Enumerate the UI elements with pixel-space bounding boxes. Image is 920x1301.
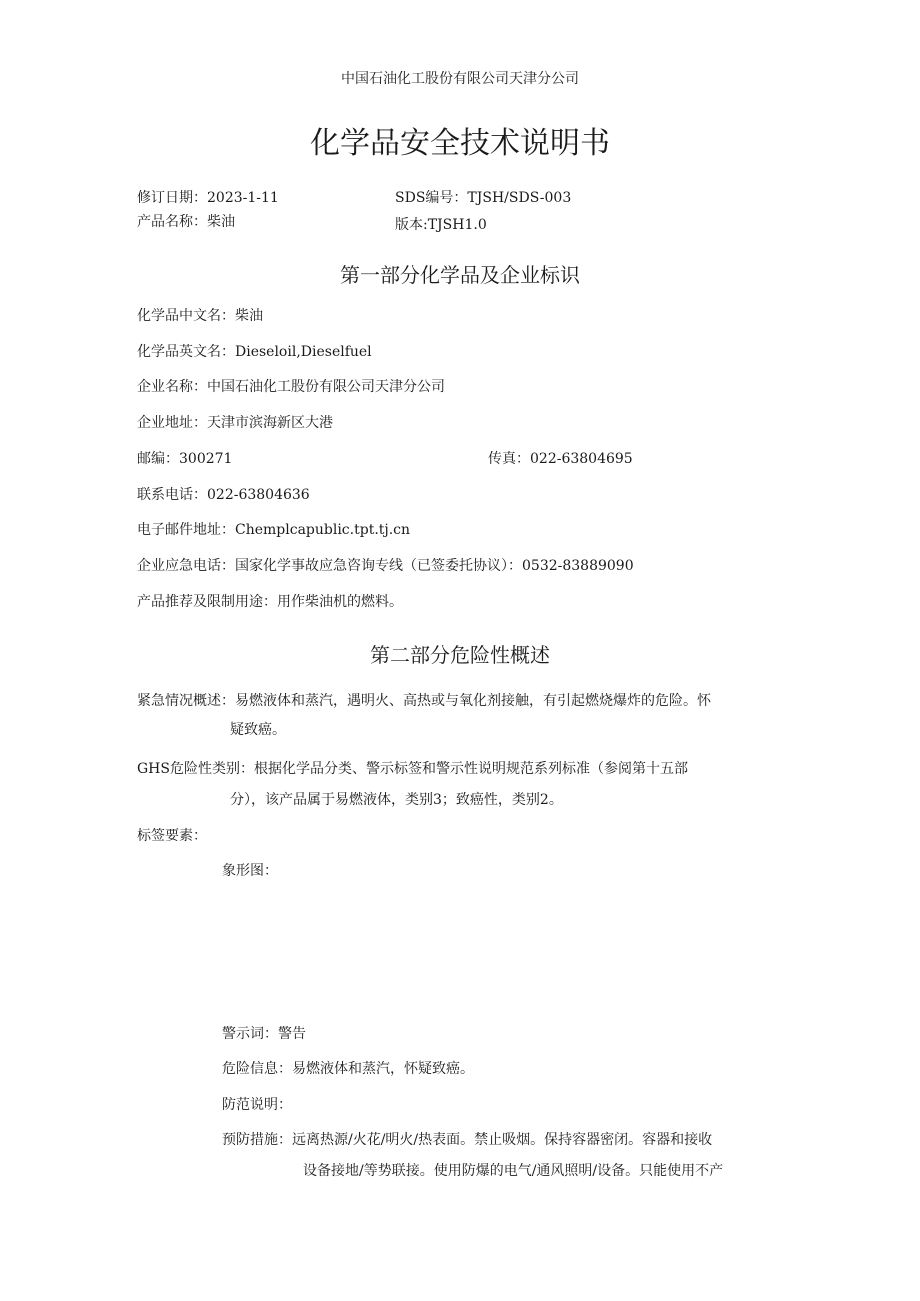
company-name: 企业名称：中国石油化工股份有限公司天津分公司 (137, 379, 445, 395)
ghs-category-line1: GHS危险性类别：根据化学品分类、警示标签和警示性说明规范系列标准（参阅第十五部 (137, 761, 688, 777)
emergency-overview-line1: 紧急情况概述：易燃液体和蒸汽，遇明火、高热或与氧化剂接触，有引起燃烧爆炸的危险。怀 (137, 693, 711, 709)
ghs-category-line2: 分），该产品属于易燃液体，类别3；致癌性，类别2。 (230, 792, 563, 808)
company-address: 企业地址：天津市滨海新区大港 (137, 415, 333, 431)
hazard-information: 危险信息：易燃液体和蒸汽，怀疑致癌。 (222, 1061, 474, 1077)
postcode: 邮编：300271 (137, 451, 233, 467)
pictogram-label: 象形图： (222, 863, 278, 879)
chemical-en-name: 化学品英文名：Dieseloil,Dieselfuel (137, 344, 372, 360)
section2-title: 第二部分危险性概述 (370, 643, 550, 667)
product-name: 产品名称：柴油 (137, 214, 235, 230)
recommended-usage: 产品推荐及限制用途：用作柴油机的燃料。 (137, 594, 403, 610)
label-elements: 标签要素： (137, 828, 207, 844)
signal-word: 警示词：警告 (222, 1026, 306, 1042)
chemical-cn-name: 化学品中文名：柴油 (137, 308, 263, 324)
sds-number: SDS编号：TJSH/SDS-003 (395, 190, 572, 206)
section1-title: 第一部分化学品及企业标识 (340, 263, 580, 287)
prevention-line1: 预防措施：远离热源/火花/明火/热表面。禁止吸烟。保持容器密闭。容器和接收 (222, 1132, 713, 1148)
version: 版本:TJSH1.0 (395, 217, 487, 233)
emergency-overview-line2: 疑致癌。 (230, 722, 286, 738)
contact-phone: 联系电话：022-63804636 (137, 487, 310, 503)
prevention-line2: 设备接地/等势联接。使用防爆的电气/通风照明/设备。只能使用不产 (303, 1163, 724, 1179)
document-title: 化学品安全技术说明书 (310, 126, 610, 161)
company-header: 中国石油化工股份有限公司天津分公司 (341, 71, 579, 87)
email-address: 电子邮件地址：Chemplcapublic.tpt.tj.cn (137, 522, 411, 538)
revision-date: 修订日期：2023-1-11 (137, 190, 279, 206)
precautionary-statements: 防范说明： (222, 1097, 292, 1113)
emergency-phone: 企业应急电话：国家化学事故应急咨询专线（已签委托协议）：0532-83889090 (137, 558, 634, 574)
fax: 传真：022-63804695 (488, 451, 633, 467)
